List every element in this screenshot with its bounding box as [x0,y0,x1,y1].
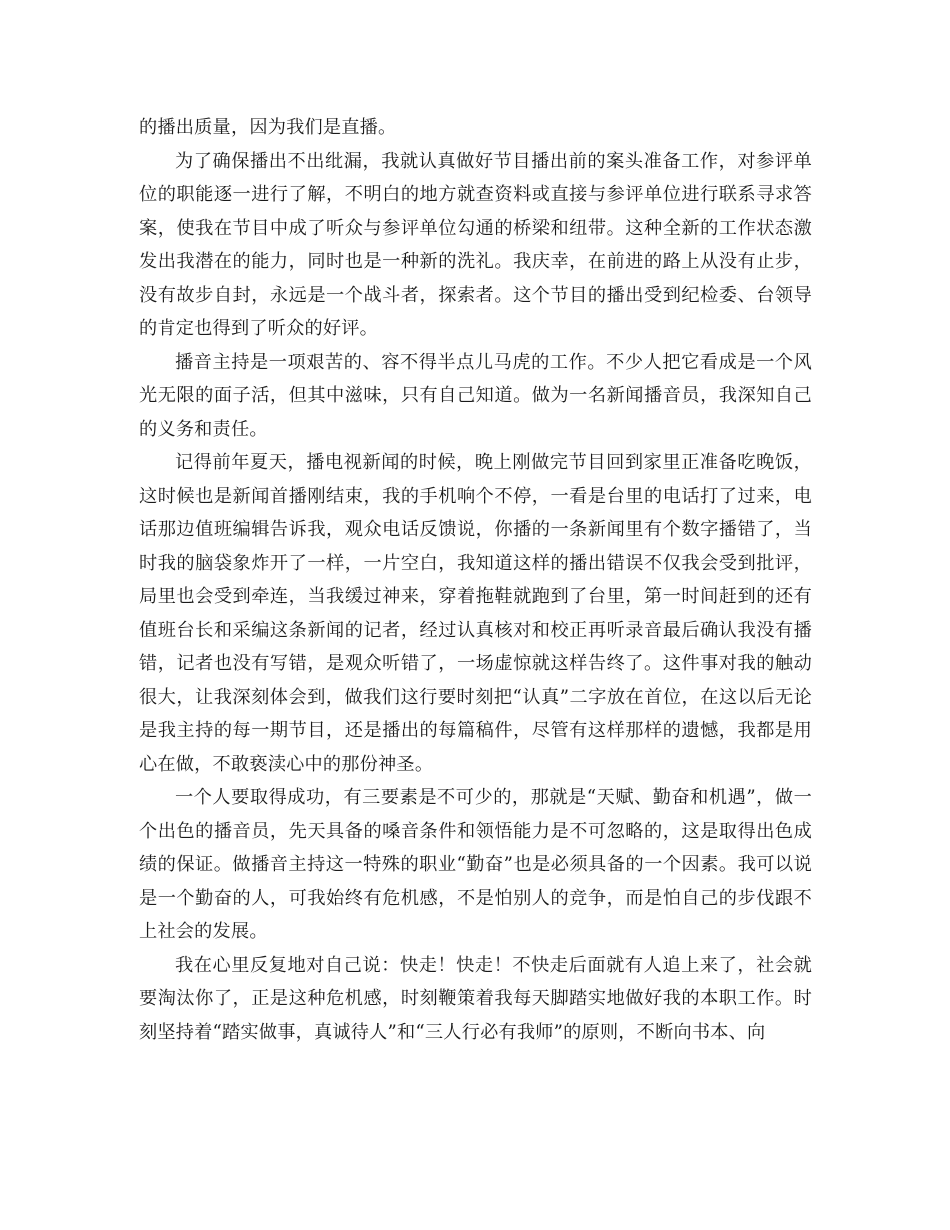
paragraph-success-elements: 一个人要取得成功，有三要素是不可少的，那就是“天赋、勤奋和机遇”，做一个出色的播音员，先天具备的嗓音条件和领悟能力是不可忽略的，这是取得出色成绩的保证。做播音主持这一特殊的职业“勤奋”也是必须具备的一个因素。我可以说是一个勤奋的人，可我始终有危机感，不是怕别人的竞争，而是怕自己的步伐跟不上社会的发展。 [139,787,812,942]
paragraph-hard-work: 播音主持是一项艰苦的、容不得半点儿马虎的工作。不少人把它看成是一个风光无限的面子活，但其中滋味，只有自己知道。做为一名新闻播音员，我深知自己的义务和责任。 [139,351,812,440]
paragraph-preparation: 为了确保播出不出纰漏，我就认真做好节目播出前的案头准备工作，对参评单位的职能逐一进行了解，不明白的地方就查资料或直接与参评单位进行联系寻求答案，使我在节目中成了听众与参评单位勾通的桥梁和纽带。这种全新的工作状态激发出我潜在的能力，同时也是一种新的洗礼。我庆幸，在前进的路上从没有止步，没有故步自封，永远是一个战斗者，探索者。这个节目的播出受到纪检委、台领导的肯定也得到了听众的好评。 [139,150,812,339]
document-body [139,111,812,1049]
paragraph-summer-story: 记得前年夏天，播电视新闻的时候，晚上刚做完节目回到家里正准备吃晚饭，这时候也是新闻首播刚结束，我的手机响个不停，一看是台里的电话打了过来，电话那边值班编辑告诉我，观众电话反馈说，你播的一条新闻里有个数字播错了，当时我的脑袋象炸开了一样，一片空白，我知道这样的播出错误不仅我会受到批评，局里也会受到牵连，当我缓过神来，穿着拖鞋就跑到了台里，第一时间赶到的还有值班台长和采编这条新闻的记者，经过认真核对和校正再听录音最后确认我没有播错，记者也没有写错，是观众听错了，一场虚惊就这样告终了。这件事对我的触动很大，让我深刻体会到，做我们这行要时刻把“认真”二字放在首位，在这以后无论是我主持的每一期节目，还是播出的每篇稿件，尽管有这样那样的遗憾，我都是用心在做，不敢亵渎心中的那份神圣。 [139,452,812,775]
paragraph-continuation: 的播出质量，因为我们是直播。 [139,117,397,138]
paragraph-crisis-awareness: 我在心里反复地对自己说：快走！快走！不快走后面就有人追上来了，社会就要淘汰你了，正是这种危机感，时刻鞭策着我每天脚踏实地做好我的本职工作。时刻坚持着“踏实做事，真诚待人”和“三人行必有我师”的原则，不断向书本、向 [139,954,812,1043]
